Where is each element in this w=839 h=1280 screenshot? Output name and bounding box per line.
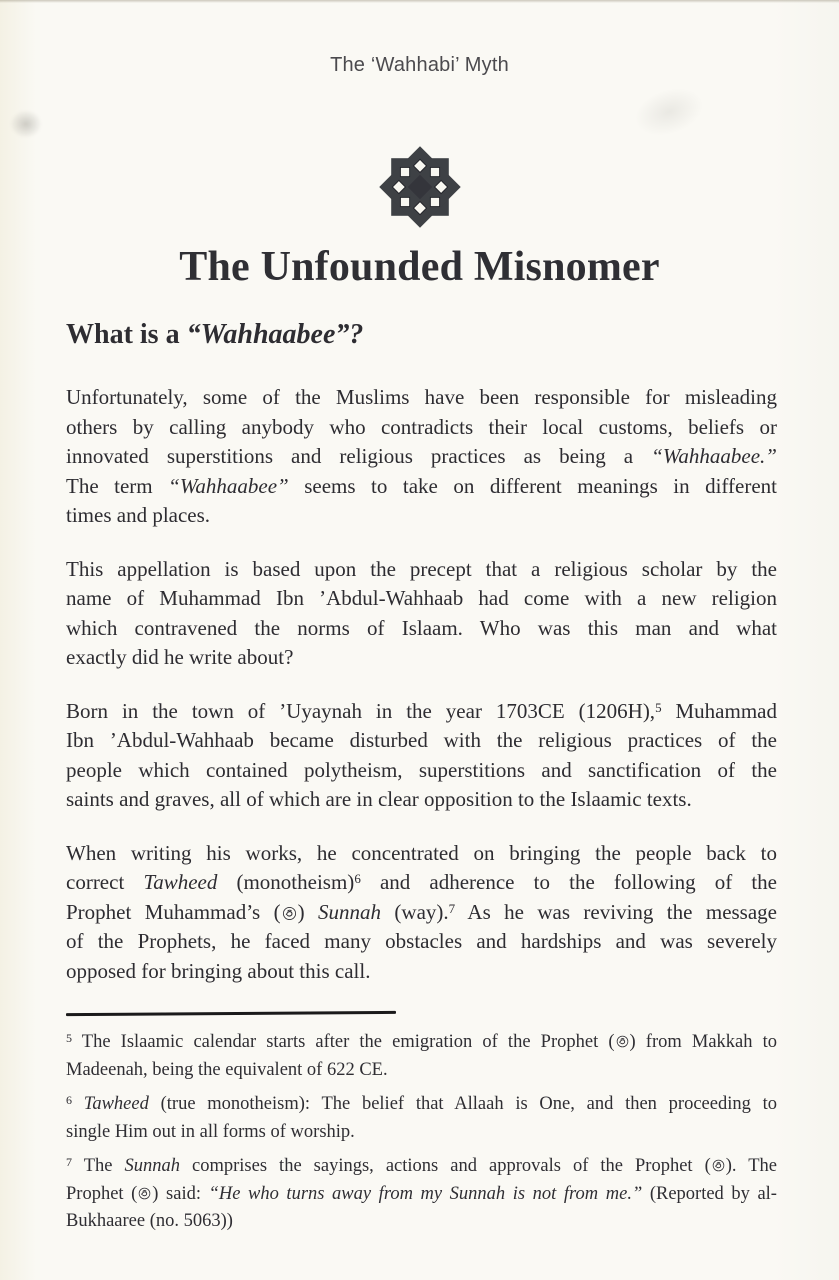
text-run: (way). — [381, 899, 449, 924]
footnote-ref: 5 — [655, 699, 662, 715]
text-line — [66, 1181, 777, 1209]
text-run: and adherence to the following of the — [360, 870, 778, 894]
footnote-divider — [66, 1011, 396, 1016]
text-run: “He who turns away from my Sunnah is not from me.” — [208, 1183, 643, 1204]
text-line — [66, 756, 777, 786]
footnote-ref: 6 — [354, 871, 361, 886]
text-run: name of Muhammad Ibn ’Abdul-Wahhaab had come with a new religion — [66, 586, 777, 610]
text-run: Born in the town of ’Uyaynah in the year 1703CE (1206H), — [66, 698, 656, 723]
text-run: Bukhaaree (no. 5063)) — [66, 1211, 233, 1231]
text-run: When writing his works, he concentrated on bringing the people back to — [66, 840, 777, 865]
prophet-honorific-icon — [137, 1184, 152, 1204]
text-run: comprises the sayings, actions and approvals of the Prophet ( — [179, 1156, 711, 1176]
footnote-ref: 7 — [448, 900, 456, 916]
text-line — [66, 555, 777, 585]
text-run: exactly did he write about? — [66, 645, 294, 669]
text-run: people which contained polytheism, superstitions and sanctification of the — [66, 757, 777, 782]
text-run: The — [72, 1156, 125, 1176]
text-run: (Reported by al- — [642, 1183, 777, 1204]
text-line — [66, 898, 777, 928]
footnote-ref: 7 — [66, 1155, 72, 1169]
text-run: ) said: — [152, 1183, 209, 1204]
text-run: Sunnah — [318, 899, 382, 924]
text-run — [72, 1094, 84, 1114]
text-run: The term — [66, 473, 169, 498]
text-line — [66, 1119, 777, 1147]
text-line — [66, 1091, 777, 1119]
text-line — [66, 413, 777, 443]
text-run: “Wahhaabee”? — [186, 319, 364, 350]
text-line — [66, 643, 777, 673]
text-line — [66, 927, 777, 957]
prophet-honorific-icon — [281, 900, 298, 924]
text-run: others by calling anybody who contradicts their local customs, beliefs or — [66, 414, 777, 439]
text-run: What is a — [66, 319, 187, 350]
text-run: (true monotheism): The belief that Allaah is One, and then proceeding to — [148, 1094, 777, 1114]
section-heading — [66, 317, 777, 353]
scan-artifact — [629, 80, 709, 143]
text-run: opposed for bringing about this call. — [66, 958, 371, 983]
footnotes-section — [66, 1029, 777, 1236]
text-line — [66, 383, 777, 413]
text-run: Unfortunately, some of the Muslims have been responsible for misleading — [66, 385, 777, 409]
scan-artifact — [10, 110, 42, 138]
page-title: The Unfounded Misnomer — [179, 244, 660, 290]
body-paragraph — [66, 383, 777, 531]
text-run: The Islaamic calendar starts after the emigration of the Prophet ( — [72, 1032, 615, 1052]
text-line — [66, 1057, 777, 1085]
text-line — [66, 1029, 777, 1057]
footnote-ref: 6 — [66, 1093, 72, 1107]
text-run: which contravened the norms of Islaam. Who was this man and what — [66, 615, 777, 640]
text-line — [66, 501, 777, 531]
prophet-honorific-icon — [615, 1032, 630, 1052]
text-line — [66, 1208, 777, 1236]
text-line — [66, 472, 777, 502]
text-line — [66, 726, 777, 756]
text-line — [66, 614, 777, 644]
text-run: As he was reviving the message — [455, 899, 777, 924]
footnote-item — [66, 1153, 777, 1236]
text-run: Tawheed — [83, 1094, 149, 1114]
text-run: seems to take on different meanings in different — [288, 473, 777, 498]
footnote-ref: 5 — [66, 1031, 72, 1045]
footnote-item — [66, 1091, 777, 1146]
text-line — [66, 584, 777, 614]
text-run: ) — [297, 899, 319, 924]
text-run: “Wahhaabee” — [168, 473, 289, 498]
text-run: Madeenah, being the equivalent of 622 CE. — [66, 1059, 388, 1080]
text-run: Prophet Muhammad’s ( — [66, 899, 281, 924]
text-line — [66, 697, 777, 727]
text-run: correct — [66, 870, 144, 894]
text-run: Ibn ’Abdul-Wahhaab became disturbed with the religious practices of the — [66, 728, 777, 752]
text-run: Prophet ( — [66, 1183, 138, 1204]
body-paragraph — [66, 839, 777, 987]
body-paragraph — [66, 555, 777, 673]
body-paragraph — [66, 697, 777, 815]
text-run: Tawheed — [143, 870, 218, 894]
text-line — [66, 785, 777, 815]
footnote-item — [66, 1029, 777, 1084]
text-run: ) from Makkah to — [629, 1032, 778, 1052]
text-run: “Wahhaabee.” — [651, 444, 777, 468]
text-line — [66, 442, 777, 472]
running-header: The ‘Wahhabi’ Myth — [330, 54, 509, 76]
text-run: This appellation is based upon the precept that a religious scholar by the — [66, 556, 777, 581]
text-line — [66, 957, 777, 987]
text-line — [66, 1153, 777, 1181]
text-run: of the Prophets, he faced many obstacles and hardships and was severely — [66, 929, 777, 953]
body-text — [66, 383, 777, 986]
text-run: ). The — [725, 1156, 777, 1176]
text-run: (monotheism) — [217, 870, 355, 894]
text-run: saints and graves, all of which are in clear opposition to the Islaamic texts. — [66, 787, 692, 811]
text-run: Muhammad — [661, 698, 777, 723]
text-line — [66, 868, 777, 898]
text-run: innovated superstitions and religious practices as being a — [66, 444, 652, 468]
text-run: Sunnah — [124, 1156, 180, 1176]
text-line — [66, 839, 777, 869]
text-run: times and places. — [66, 503, 211, 527]
star-ornament-icon — [372, 139, 468, 235]
prophet-honorific-icon — [711, 1156, 726, 1176]
text-run: single Him out in all forms of worship. — [66, 1121, 355, 1142]
